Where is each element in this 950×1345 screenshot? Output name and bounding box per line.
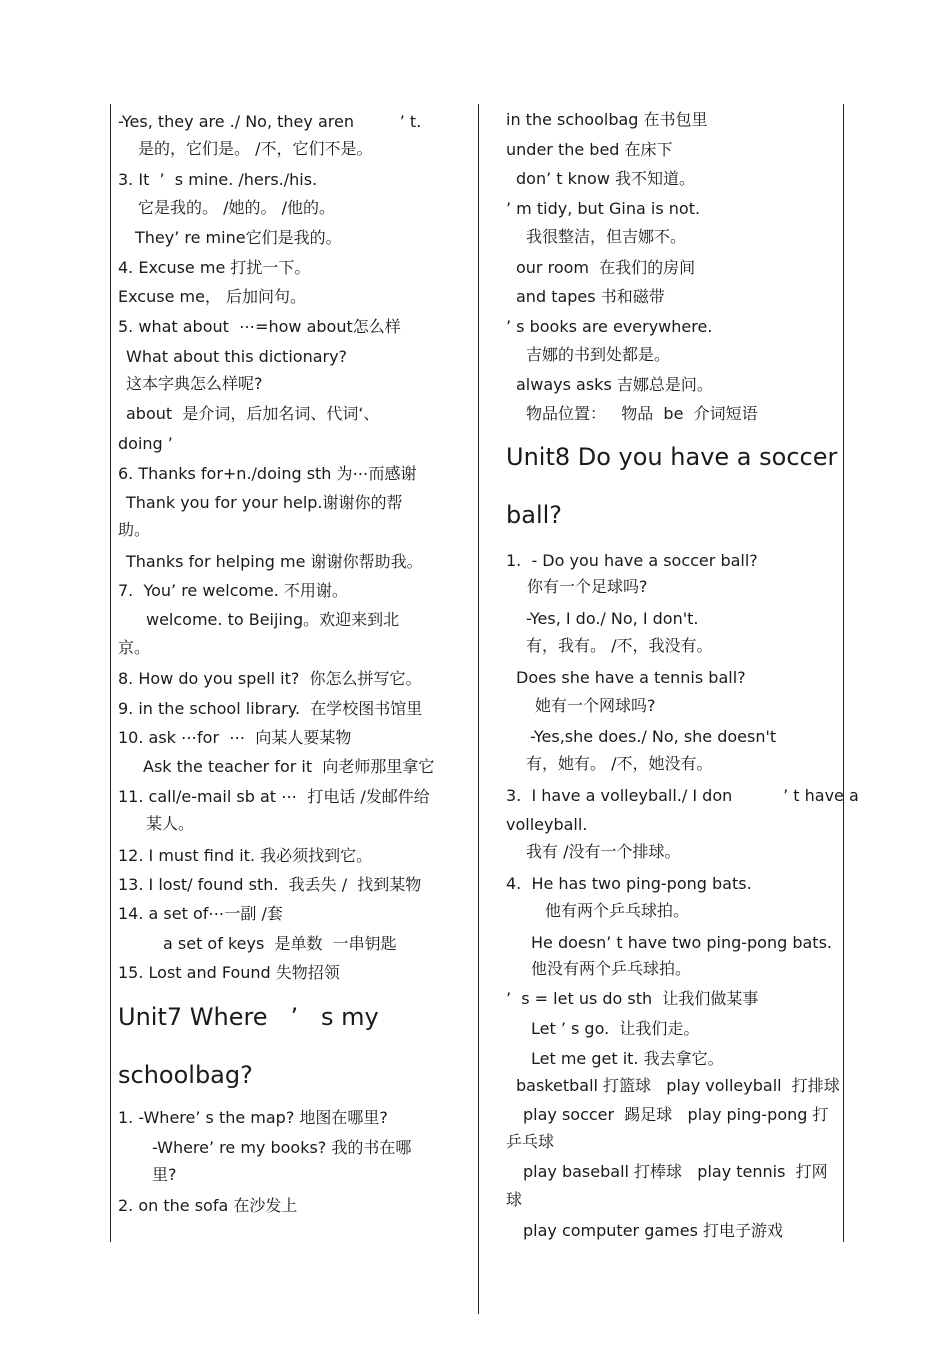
note-line: 1. -Where’ s the map? 地图在哪里? (118, 1108, 388, 1127)
note-line: and tapes 书和磁带 (516, 287, 665, 306)
left-column-rule (110, 104, 111, 1242)
note-line: Let me get it. 我去拿它。 (531, 1049, 724, 1068)
note-line: -Yes, they are ./ No, they aren ’ t. (118, 112, 422, 131)
note-line: 有，她有。 /不，她没有。 (526, 754, 713, 773)
note-line: 是的，它们是。 /不，它们不是。 (138, 139, 373, 158)
right-column-rule (843, 104, 844, 1242)
unit7-heading-cont: schoolbag? (118, 1061, 253, 1089)
note-line: don’ t know 我不知道。 (516, 169, 695, 188)
note-line: under the bed 在床下 (506, 140, 673, 159)
note-line: 吉娜的书到处都是。 (526, 345, 671, 364)
note-line: play soccer 踢足球 play ping-pong 打 (523, 1105, 829, 1124)
note-line: 2. on the sofa 在沙发上 (118, 1196, 298, 1215)
unit8-heading: Unit8 Do you have a soccer (506, 443, 838, 471)
note-line: play baseball 打棒球 play tennis 打网 (523, 1162, 828, 1181)
note-line: ’ s = let us do sth 让我们做某事 (506, 989, 759, 1008)
note-line: -Yes, I do./ No, I don't. (526, 609, 699, 628)
note-line: 1. - Do you have a soccer ball? (506, 551, 758, 570)
note-line: 它是我的。 /她的。 /他的。 (138, 198, 335, 217)
note-line: Ask the teacher for it 向老师那里拿它 (143, 757, 435, 776)
note-line: 3. I have a volleyball./ I don ’ t have a (506, 786, 859, 805)
note-line: our room 在我们的房间 (516, 258, 696, 277)
note-line: He doesn’ t have two ping-pong bats. (531, 933, 832, 952)
note-line: Thank you for your help.谢谢你的帮 (126, 493, 403, 512)
note-line: 10. ask ⋯for ⋯ 向某人要某物 (118, 728, 352, 747)
note-line: Excuse me， 后加问句。 (118, 287, 307, 306)
note-line: 京。 (118, 638, 151, 657)
note-line: Let ’ s go. 让我们走。 (531, 1019, 700, 1038)
note-line: 5. what about ⋯=how about怎么样 (118, 317, 401, 336)
note-line: in the schoolbag 在书包里 (506, 110, 708, 129)
note-line: ’ s books are everywhere. (506, 317, 713, 336)
note-line: welcome. to Beijing。欢迎来到北 (146, 610, 400, 629)
note-line: What about this dictionary? (126, 347, 348, 366)
note-line: about 是介词，后加名词、代词‘、 (126, 404, 380, 423)
note-line: 球 (506, 1190, 523, 1209)
note-line: 11. call/e-mail sb at ⋯ 打电话 /发邮件给 (118, 787, 430, 806)
note-line: -Yes,she does./ No, she doesn't (530, 727, 777, 746)
note-line: 我有 /没有一个排球。 (526, 842, 681, 861)
note-line: 7. You’ re welcome. 不用谢。 (118, 581, 348, 600)
note-line: 有，我有。 /不，我没有。 (526, 636, 713, 655)
note-line: 她有一个网球吗? (535, 696, 656, 715)
note-line: 这本字典怎么样呢? (126, 374, 263, 393)
note-line: 13. I lost/ found sth. 我丢失 / 找到某物 (118, 875, 422, 894)
note-line: basketball 打篮球 play volleyball 打排球 (516, 1076, 840, 1095)
note-line: 15. Lost and Found 失物招领 (118, 963, 340, 982)
note-line: volleyball. (506, 815, 588, 834)
unit7-heading: Unit7 Where ’ s my (118, 1003, 379, 1031)
note-line: 12. I must find it. 我必须找到它。 (118, 846, 373, 865)
note-line: 3. It ’ s mine. /hers./his. (118, 170, 318, 189)
note-line: 4. Excuse me 打扰一下。 (118, 258, 311, 277)
note-line: 你有一个足球吗? (527, 577, 648, 596)
note-line: 助。 (118, 520, 151, 539)
note-line: 他有两个乒乓球拍。 (545, 901, 690, 920)
note-line: 里? (152, 1165, 177, 1184)
note-line: a set of keys 是单数 一串钥匙 (163, 934, 397, 953)
note-line: 8. How do you spell it? 你怎么拼写它。 (118, 669, 422, 688)
note-line: 我很整洁，但吉娜不。 (526, 227, 687, 246)
note-line: always asks 吉娜总是问。 (516, 375, 713, 394)
note-line: 物品位置： 物品 be 介词短语 (526, 404, 758, 423)
note-line: doing ’ (118, 434, 173, 453)
note-line: They’ re mine它们是我的。 (135, 228, 342, 247)
note-line: 6. Thanks for+n./doing sth 为⋯而感谢 (118, 464, 417, 483)
note-line: 9. in the school library. 在学校图书馆里 (118, 699, 423, 718)
note-line: 他没有两个乒乓球拍。 (531, 959, 692, 978)
unit8-heading-cont: ball? (506, 501, 563, 529)
note-line: 某人。 (146, 814, 195, 833)
note-line: -Where’ re my books? 我的书在哪 (152, 1138, 412, 1157)
note-line: 乒乓球 (506, 1132, 555, 1151)
note-line: ’ m tidy, but Gina is not. (506, 199, 701, 218)
note-line: play computer games 打电子游戏 (523, 1221, 784, 1240)
note-line: Does she have a tennis ball? (516, 668, 746, 687)
note-line: 14. a set of⋯一副 /套 (118, 904, 283, 923)
middle-column-rule (478, 104, 479, 1314)
note-line: 4. He has two ping-pong bats. (506, 874, 752, 893)
note-line: Thanks for helping me 谢谢你帮助我。 (126, 552, 423, 571)
